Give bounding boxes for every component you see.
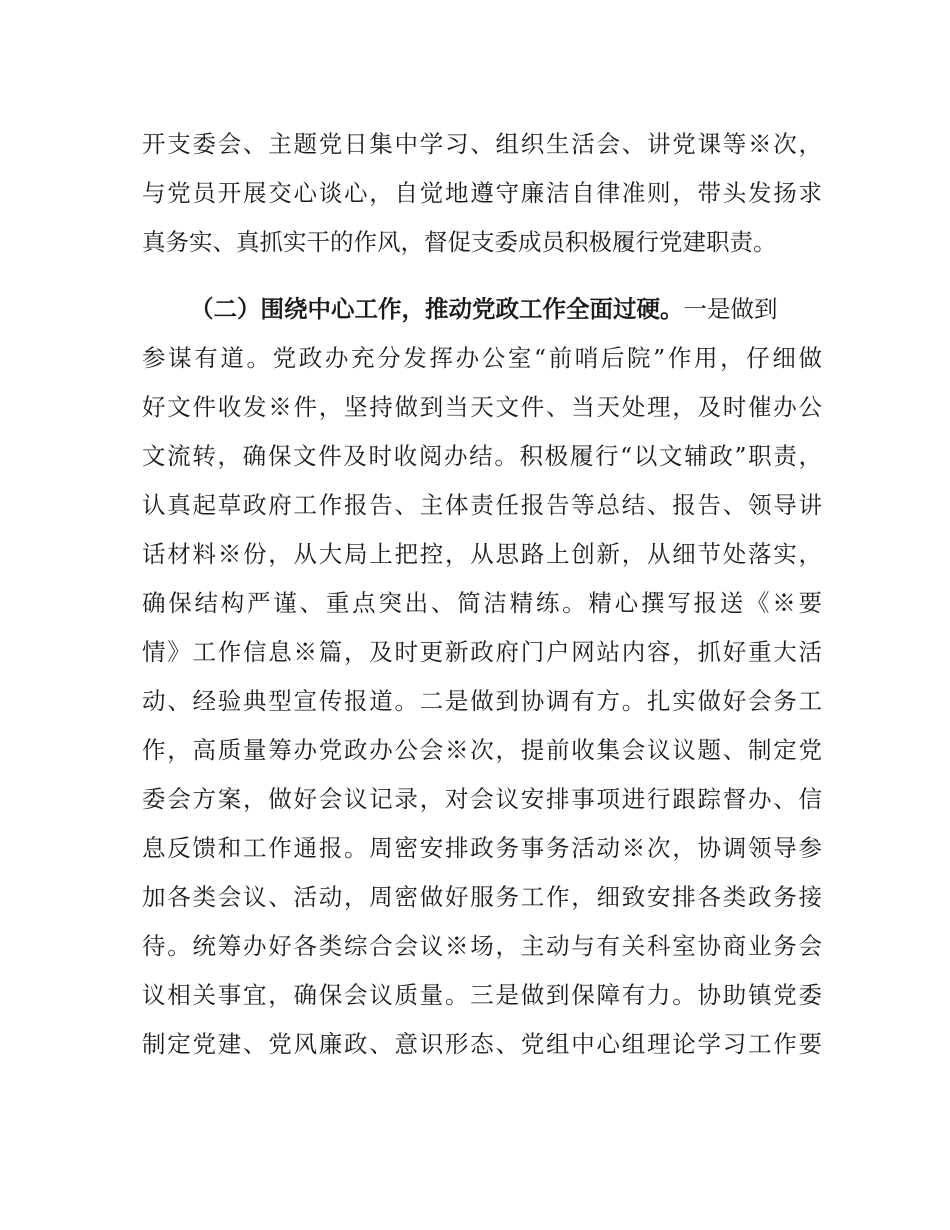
text-line: 动、经验典型宣传报道。二是做到协调有方。扎实做好会务工 [142,687,822,715]
text-line: 认真起草政府工作报告、主体责任报告等总结、报告、领导讲 [142,491,822,519]
text-line: 息反馈和工作通报。周密安排政务事务活动※次，协调领导参 [142,834,822,862]
text-line: 文流转，确保文件及时收阅办结。积极履行“以文辅政”职责， [142,442,822,470]
text-line: 确保结构严谨、重点突出、简洁精练。精心撰写报送《※要 [142,589,822,617]
text-line: 与党员开展交心谈心，自觉地遵守廉洁自律准则，带头发扬求 [142,179,822,207]
text-line: 制定党建、党风廉政、意识形态、党组中心组理论学习工作要 [142,1030,822,1058]
text-line: 话材料※份，从大局上把控，从思路上创新，从细节处落实， [142,540,822,568]
text-line: 开支委会、主题党日集中学习、组织生活会、讲党课等※次， [142,130,822,158]
text-line: 作，高质量筹办党政办公会※次，提前收集会议议题、制定党 [142,736,822,764]
section-heading-continuation: 一是做到 [683,295,778,323]
text-line: 情》工作信息※篇，及时更新政府门户网站内容，抓好重大活 [142,638,822,666]
text-line: 加各类会议、活动，周密做好服务工作，细致安排各类政务接 [142,883,822,911]
text-line: 参谋有道。党政办充分发挥办公室“前哨后院”作用，仔细做 [142,344,822,372]
section-heading [190,289,822,329]
text-line: 议相关事宜，确保会议质量。三是做到保障有力。协助镇党委 [142,981,822,1009]
text-line: 好文件收发※件，坚持做到当天文件、当天处理，及时催办公 [142,393,822,421]
text-line: 真务实、真抓实干的作风，督促支委成员积极履行党建职责。 [142,228,777,256]
text-line: 委会方案，做好会议记录，对会议安排事项进行跟踪督办、信 [142,785,822,813]
section-heading-title: （二）围绕中心工作，推动党政工作全面过硬。 [190,295,684,323]
text-line: 待。统筹办好各类综合会议※场，主动与有关科室协商业务会 [142,932,822,960]
